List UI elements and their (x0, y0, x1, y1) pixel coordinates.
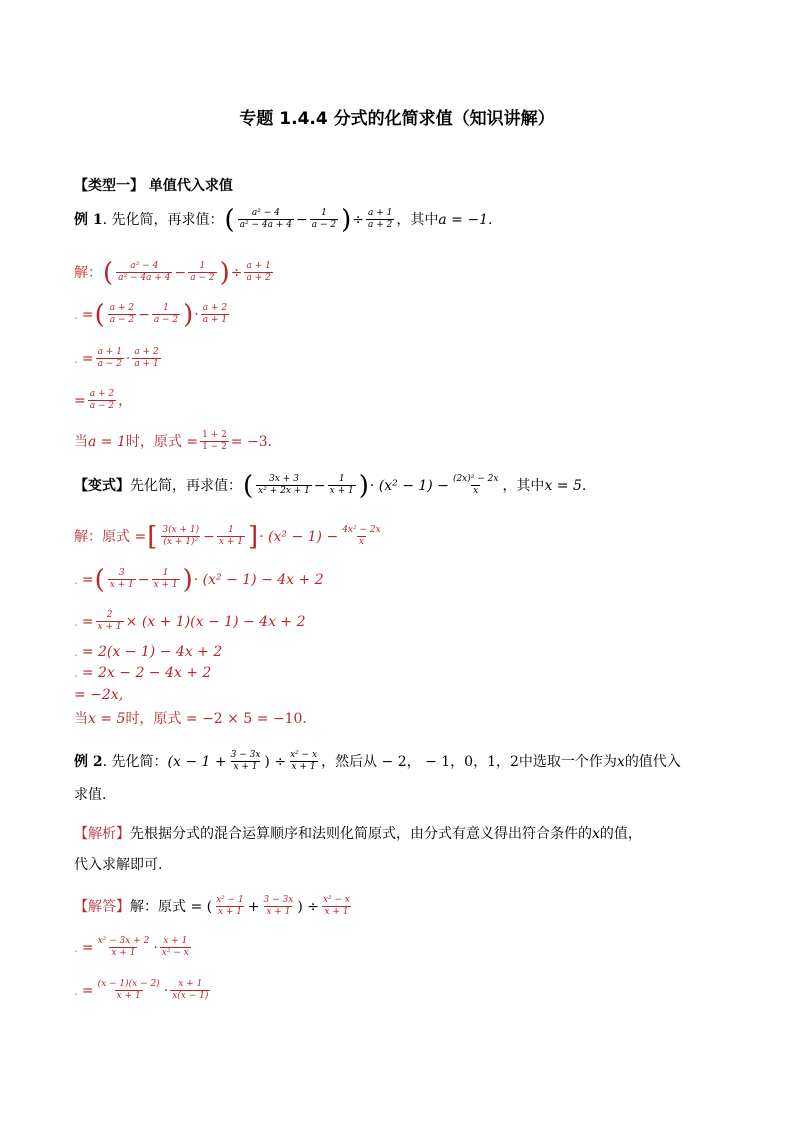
sol1-l5-text: 时，原式 = (125, 433, 199, 450)
sol2-line-4 (74, 642, 222, 662)
ex2-frac-1: $\frac{3 - 3x}{x + 1}$ (230, 750, 261, 772)
var-tail: ，其中 (502, 477, 545, 494)
lparen: ( (94, 299, 105, 330)
sol2-line-5 (74, 663, 211, 683)
ex2-tail: ，然后从 − 2， − 1，0，1，2中选取一个作为 (321, 753, 617, 770)
sol1-l1-frac-3: $\frac{a + 1}{a + 2}$ (246, 261, 271, 283)
equals-sign: = (81, 982, 94, 999)
answer-l2-frac-2: $\frac{x + 1}{\text{x² − x}}$ (161, 936, 189, 958)
answer-frac-2: $\frac{3 - 3x}{x + 1}$ (263, 895, 294, 917)
line-mark: . (74, 614, 78, 629)
sol2-l2-tail: · (x² − 1) − 4x + 2 (193, 571, 324, 588)
sol1-l5-result: = −3. (230, 433, 273, 450)
variant-prompt: 先化简，再求值： (130, 477, 242, 494)
answer-prefix: 解：原式 = ( (130, 898, 213, 915)
var-frac-3: $\frac{\text{(2x)² − 2x}}{x}$ (452, 474, 499, 496)
cdot-sign: · (194, 306, 199, 323)
sol2-l3-frac: $\frac{2}{x + 1}$ (97, 610, 122, 632)
line-mark: . (74, 572, 78, 587)
sol1-line-4 (74, 389, 132, 412)
sol2-l7-text: 时，原式 = −2 × 5 = −10. (125, 711, 307, 727)
var-frac-1: $\frac{3x + 3}{\text{x² + 2x + 1}}$ (258, 474, 310, 496)
variant-label: 【变式】 (74, 477, 130, 494)
line-mark: . (74, 983, 78, 998)
equals-sign: = (81, 350, 94, 367)
cdot-sign: · (163, 982, 169, 999)
sol1-l3-frac-2: $\frac{a + 2}{a + 1}$ (134, 347, 159, 369)
ex1-fraction-1: $\frac{\text{a² − 4}}{\text{a² − 4a + 4}}$ (239, 208, 293, 230)
sol1-l2-frac-3: $\frac{a + 2}{a + 1}$ (202, 303, 228, 325)
analysis (74, 824, 642, 844)
equals-sign: = (81, 939, 94, 956)
page-title: 专题 1.4.4 分式的化简求值（知识讲解） (239, 109, 555, 129)
line-mark: . (74, 645, 78, 659)
rparen: ) (358, 470, 369, 501)
lparen: ( (94, 564, 105, 595)
sol2-l1-frac-3: $\frac{\text{4x² − 2x}}{x}$ (342, 525, 381, 547)
answer-l3-frac-1: $\frac{(x - 1)(x - 2)}{x + 1}$ (97, 979, 160, 1001)
ex1-period: . (487, 211, 493, 228)
ex2-line2: 求值. (74, 787, 107, 803)
ex2-prompt: . 先化简： (102, 753, 168, 770)
sol2-prefix: 解：原式 = (74, 528, 147, 545)
rparen: ) (182, 564, 193, 595)
sol1-l1-frac-2: $\frac{1}{a - 2}$ (190, 261, 215, 283)
plus-sign: + (247, 898, 260, 915)
var-mid: · (x² − 1) − (369, 477, 449, 494)
sol2-l2-frac-2: $\frac{1}{x + 1}$ (153, 568, 178, 590)
minus-sign: − (203, 528, 215, 545)
sol1-l1-frac-1: $\frac{\text{a² − 4}}{\text{a² − 4a + 4}}$ (118, 261, 171, 283)
ex2-label: 例 2 (74, 753, 103, 770)
rparen: ) (183, 299, 194, 330)
answer-line-2 (74, 936, 193, 959)
section-heading-type1 (74, 176, 233, 196)
sol2-l7-when: 当 (74, 711, 88, 727)
ex1-fraction-2: $\frac{1}{a - 2}$ (311, 208, 337, 230)
line-mark: . (74, 666, 78, 680)
sol2-l1-mid: · (x² − 1) − (259, 528, 339, 545)
ex2-tail2: 的值代入 (624, 753, 681, 770)
equals-sign: = (81, 571, 94, 588)
lbracket: [ (147, 521, 158, 552)
sol2-line-6 (74, 685, 123, 705)
minus-sign: − (174, 264, 187, 281)
sol2-l4-text: = 2(x − 1) − 4x + 2 (81, 644, 223, 660)
sol2-line-3 (74, 610, 306, 633)
line-mark: . (74, 940, 78, 955)
var-period: . (581, 477, 587, 494)
answer-frac-1: $\frac{\text{x² − 1}}{x + 1}$ (216, 895, 244, 917)
equals-sign: = (74, 392, 86, 409)
ex2-expr-a: (x − 1 + (167, 753, 227, 770)
minus-sign: − (296, 211, 308, 228)
answer-line-1 (74, 895, 354, 918)
type1-heading: 【类型一】 单值代入求值 (74, 178, 233, 194)
example-1 (74, 204, 493, 235)
line-mark: . (74, 351, 78, 366)
sol2-l3-tail: × (x + 1)(x − 1) − 4x + 2 (125, 613, 306, 630)
sol1-l2-frac-1: $\frac{a + 2}{a - 2}$ (109, 303, 135, 325)
sol1-l2-frac-2: $\frac{1}{a - 2}$ (153, 303, 179, 325)
sol2-line-7 (74, 709, 307, 729)
sol1-prefix: 解： (74, 264, 102, 281)
sol1-l4-frac: $\frac{a + 2}{a - 2}$ (89, 389, 115, 411)
answer-close: ) ÷ (297, 898, 319, 915)
equals-sign: = (81, 306, 94, 323)
analysis-var: x (592, 826, 600, 842)
sol1-l5-when: 当 (74, 433, 88, 450)
line-mark: . (74, 307, 78, 322)
ex2-expr-b: ) ÷ (264, 753, 287, 770)
minus-sign: − (138, 306, 150, 323)
ex1-condition: a = −1 (438, 211, 488, 228)
sol2-l1-frac-2: $\frac{1}{x + 1}$ (218, 525, 243, 547)
sol1-line-5 (74, 430, 272, 453)
ex1-label: 例 1 (74, 211, 103, 228)
lparen: ( (243, 470, 254, 501)
analysis-text: 先根据分式的混合运算顺序和法则化简原式，由分式有意义得出符合条件的 (130, 826, 592, 842)
ex2-frac-2: $\frac{\text{x² − x}}{x + 1}$ (290, 750, 318, 772)
answer-line-3 (74, 979, 212, 1002)
sol2-l1-frac-1: $\frac{3(x + 1)}{\text{(x + 1)²}}$ (162, 525, 200, 547)
sol1-line-2 (74, 299, 231, 330)
divide-sign: ÷ (230, 264, 243, 281)
analysis-label: 【解析】 (74, 826, 130, 842)
rparen: ) (219, 257, 230, 288)
example-2 (74, 750, 681, 773)
sol1-line-1 (74, 257, 275, 288)
minus-sign: − (137, 571, 150, 588)
variant-problem (74, 470, 587, 501)
cdot-sign: · (125, 350, 131, 367)
sol2-l7-cond: x = 5 (88, 711, 126, 727)
example-2-line-2 (74, 785, 106, 805)
sol2-l5-text: = 2x − 2 − 4x + 2 (81, 665, 212, 681)
rbracket: ] (247, 521, 259, 552)
equals-sign: = (81, 613, 94, 630)
analysis-line2: 代入求解即可. (74, 857, 163, 873)
lparen: ( (224, 204, 235, 235)
minus-sign: − (313, 477, 326, 494)
answer-l2-frac-1: $\frac{\text{x² − 3x + 2}}{x + 1}$ (97, 936, 150, 958)
answer-label: 【解答】 (74, 898, 130, 915)
answer-l3-frac-2: $\frac{x + 1}{x(x - 1)}$ (172, 979, 209, 1001)
ex1-prompt: . 先化简，再求值： (102, 211, 224, 228)
var-cond: x = 5 (544, 477, 582, 494)
sol1-l4-tail: ， (118, 392, 133, 409)
ex2-var: x (616, 753, 625, 770)
ex1-tail: ，其中 (396, 211, 439, 228)
lparen: ( (103, 257, 114, 288)
analysis-line-2 (74, 855, 162, 875)
sol1-l5-cond: a = 1 (88, 433, 126, 450)
sol1-l5-frac: $\frac{1 + 2}{1 - 2}$ (202, 430, 227, 452)
rparen: ) (341, 204, 352, 235)
sol2-l6-text: = −2x, (74, 687, 124, 703)
sol2-l2-frac-1: $\frac{3}{x + 1}$ (109, 568, 134, 590)
divide-sign: ÷ (352, 211, 364, 228)
sol1-line-3 (74, 347, 163, 370)
cdot-sign: · (153, 939, 158, 956)
answer-frac-3: $\frac{\text{x² − x}}{x + 1}$ (322, 895, 350, 917)
var-frac-2: $\frac{1}{x + 1}$ (329, 474, 354, 496)
ex1-fraction-3: $\frac{a + 1}{a + 2}$ (368, 208, 393, 230)
sol2-line-2 (74, 564, 324, 595)
analysis-text2: 的值， (599, 826, 642, 842)
sol1-l3-frac-1: $\frac{a + 1}{a - 2}$ (97, 347, 122, 369)
sol2-line-1 (74, 521, 385, 552)
